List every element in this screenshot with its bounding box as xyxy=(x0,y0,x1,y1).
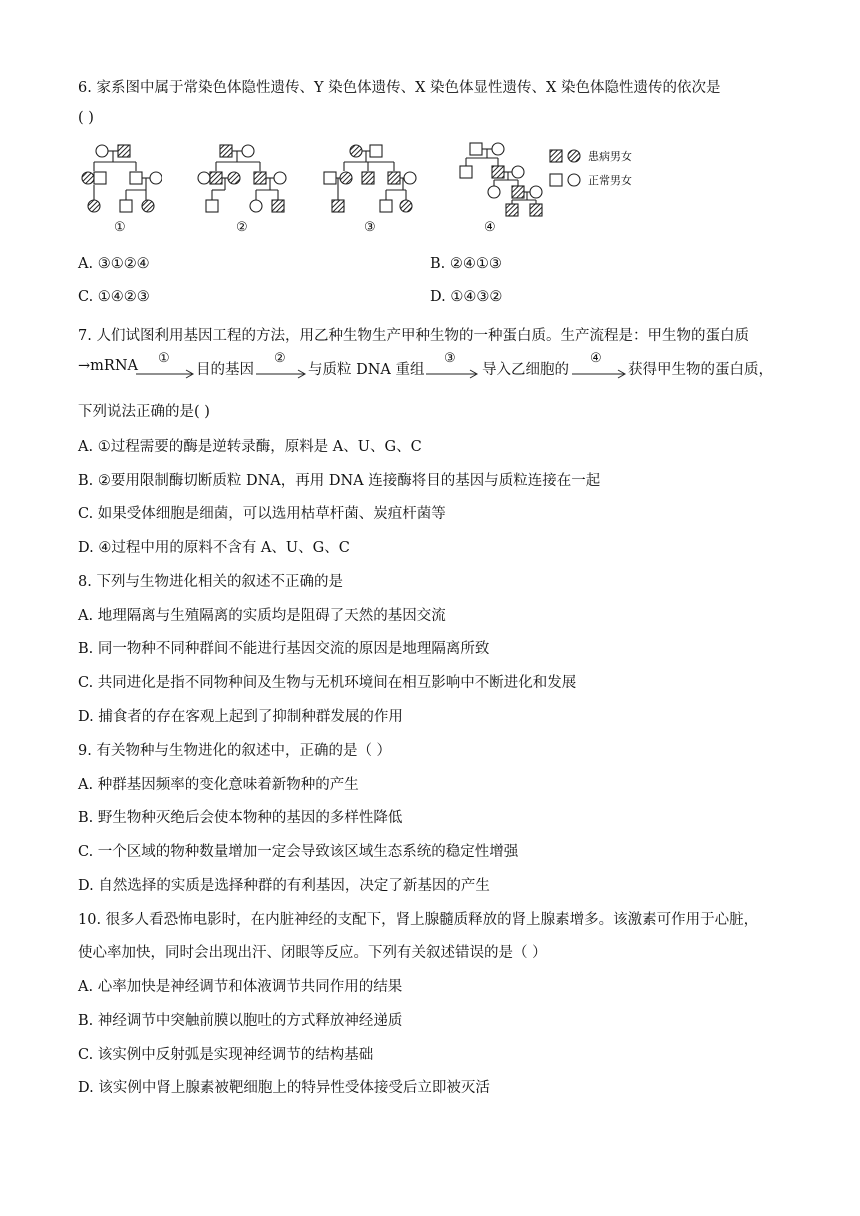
q6-option-a: A. ③①②④ xyxy=(78,256,150,272)
pedigree-4-diagram xyxy=(452,138,548,222)
legend-normal-row xyxy=(548,170,632,190)
legend-affected-label: 患病男女 xyxy=(588,150,632,163)
q8-option-d: D. 捕食者的存在客观上起到了抑制种群发展的作用 xyxy=(78,709,403,725)
flow-step-3: ③ xyxy=(444,351,456,366)
flow-step-4: ④ xyxy=(590,351,602,366)
q9-option-d: D. 自然选择的实质是选择种群的有利基因，决定了新基因的产生 xyxy=(78,878,490,894)
q7-stem: 7. 人们试图利用基因工程的方法，用乙种生物生产甲种生物的一种蛋白质。生产流程是：甲生物的蛋白质 xyxy=(78,328,749,344)
q10-option-c: C. 该实例中反射弧是实现神经调节的结构基础 xyxy=(78,1047,374,1063)
flow-text-4: 获得甲生物的蛋白质， xyxy=(628,362,773,378)
q8-option-b: B. 同一物种不同种群间不能进行基因交流的原因是地理隔离所致 xyxy=(78,641,490,657)
pedigree-1-diagram xyxy=(76,138,162,218)
legend-normal-label: 正常男女 xyxy=(588,174,632,187)
legend-affected-symbols xyxy=(548,149,584,163)
pedigree-2-diagram xyxy=(196,138,288,218)
pedigree-4-caption: ④ xyxy=(484,220,496,235)
q10-option-d: D. 该实例中肾上腺素被靶细胞上的特异性受体接受后立即被灭活 xyxy=(78,1080,490,1096)
pedigree-3-caption: ③ xyxy=(364,220,376,235)
q8-stem: 8. 下列与生物进化相关的叙述不正确的是 xyxy=(78,574,343,590)
q9-option-a: A. 种群基因频率的变化意味着新物种的产生 xyxy=(78,777,359,793)
q9-option-b: B. 野生物种灭绝后会使本物种的基因的多样性降低 xyxy=(78,810,403,826)
pedigree-legend xyxy=(548,146,632,190)
pedigree-3-diagram xyxy=(322,138,418,218)
q7-option-b: B. ②要用限制酶切断质粒 DNA，再用 DNA 连接酶将目的基因与质粒连接在一起 xyxy=(78,473,601,489)
q10-stem-line1: 10. 很多人看恐怖电影时，在内脏神经的支配下，肾上腺髓质释放的肾上腺素增多。该激素可作用于心脏， xyxy=(78,912,759,928)
q9-option-c: C. 一个区域的物种数量增加一定会导致该区域生态系统的稳定性增强 xyxy=(78,844,519,860)
q7-option-d: D. ④过程中用的原料不含有 A、U、G、C xyxy=(78,540,350,556)
q6-option-d: D. ①④③② xyxy=(430,289,503,305)
pedigree-2 xyxy=(196,138,288,218)
legend-normal-symbols xyxy=(548,173,584,187)
q6-option-c: C. ①④②③ xyxy=(78,289,150,305)
pedigree-2-caption: ② xyxy=(236,220,248,235)
q10-stem-line2: 使心率加快，同时会出现出汗、闭眼等反应。下列有关叙述错误的是（ ） xyxy=(78,945,547,961)
q7-option-c: C. 如果受体细胞是细菌，可以选用枯草杆菌、炭疽杆菌等 xyxy=(78,506,446,522)
q7-tail: 下列说法正确的是( ) xyxy=(78,404,210,420)
q8-option-a: A. 地理隔离与生殖隔离的实质均是阻碍了天然的基因交流 xyxy=(78,608,446,624)
pedigree-1 xyxy=(76,138,162,218)
q7-option-a: A. ①过程需要的酶是逆转录酶，原料是 A、U、G、C xyxy=(78,439,422,455)
flow-step-1: ① xyxy=(158,351,170,366)
flow-step-2: ② xyxy=(274,351,286,366)
q8-option-c: C. 共同进化是指不同物种间及生物与无机环境间在相互影响中不断进化和发展 xyxy=(78,675,577,691)
q9-stem: 9. 有关物种与生物进化的叙述中，正确的是（ ） xyxy=(78,743,392,759)
flow-start: →mRNA xyxy=(78,358,138,374)
legend-affected-row xyxy=(548,146,632,166)
pedigree-4 xyxy=(452,138,548,222)
q10-option-a: A. 心率加快是神经调节和体液调节共同作用的结果 xyxy=(78,979,403,995)
flow-text-1: 目的基因 xyxy=(196,362,254,378)
q6-bracket: ( ) xyxy=(78,110,94,126)
flow-text-3: 导入乙细胞的 xyxy=(482,362,569,378)
flow-text-2: 与质粒 DNA 重组 xyxy=(308,362,425,378)
q10-option-b: B. 神经调节中突触前膜以胞吐的方式释放神经递质 xyxy=(78,1013,403,1029)
q6-option-b: B. ②④①③ xyxy=(430,256,502,272)
pedigree-1-caption: ① xyxy=(114,220,126,235)
q6-stem: 6. 家系图中属于常染色体隐性遗传、Y 染色体遗传、X 染色体显性遗传、X 染色体隐性遗传的依次是 xyxy=(78,80,721,96)
pedigree-3 xyxy=(322,138,418,218)
